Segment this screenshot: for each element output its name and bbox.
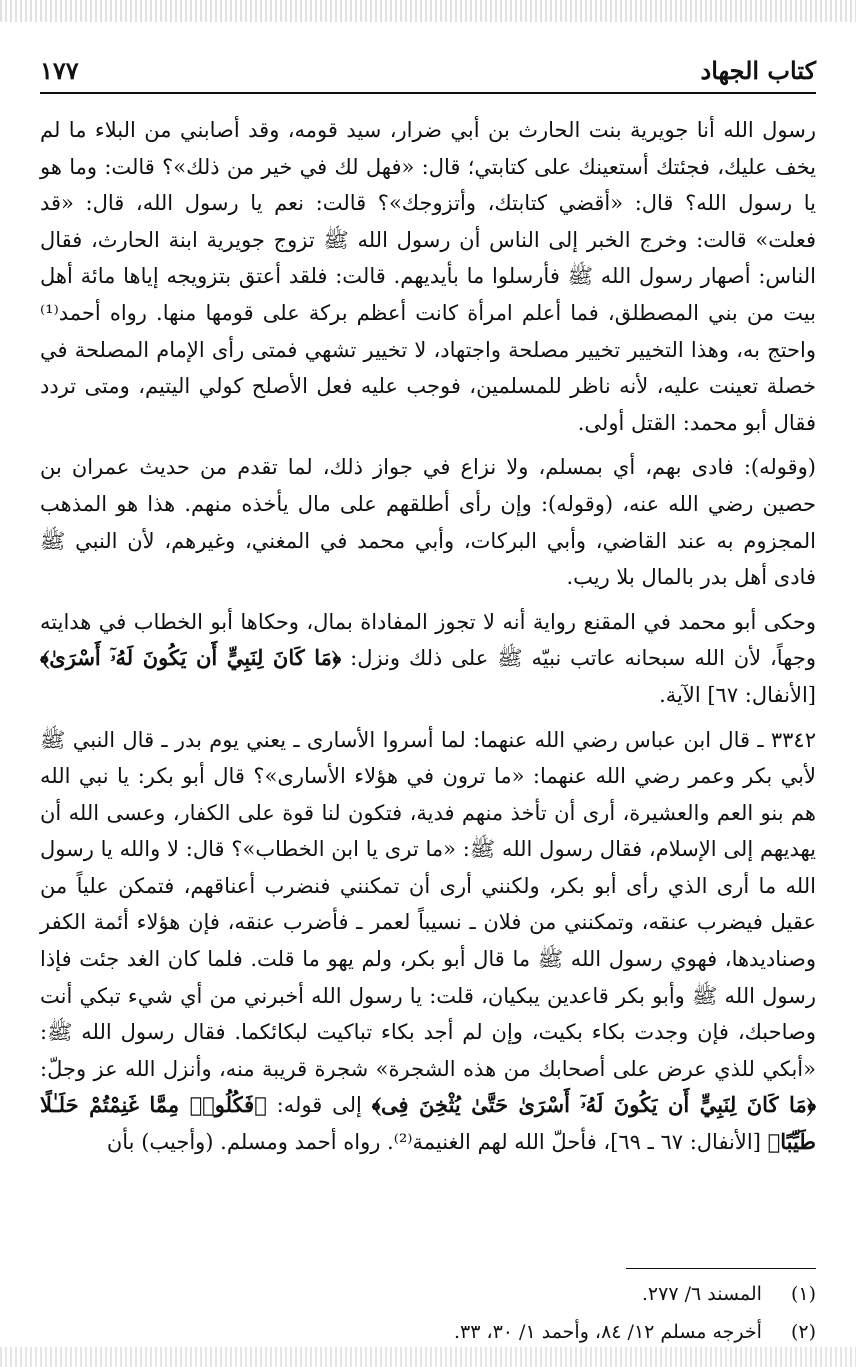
page-header xyxy=(40,52,816,94)
top-page-border xyxy=(0,0,856,22)
footnote xyxy=(40,1275,816,1313)
footnote xyxy=(40,1313,816,1351)
footnote-number: (١) xyxy=(790,1283,816,1305)
quran-verse: ﴿مَا كَانَ لِنَبِيٍّ أَن يَكُونَ لَهُۥٓ أَسْرَىٰ﴾ xyxy=(40,645,342,671)
quran-verse: ﴿مَا كَانَ لِنَبِيٍّ أَن يَكُونَ لَهُۥٓ أَسْرَىٰ حَتَّىٰ يُثْخِنَ فِى﴾ xyxy=(371,1092,816,1118)
paragraph xyxy=(40,604,816,714)
page-number: ١٧٧ xyxy=(40,56,79,85)
verse-reference: [الأنفال: ٦٧] الآية. xyxy=(659,682,816,707)
footnote-divider xyxy=(626,1268,816,1269)
paragraph-text: إلى قوله: xyxy=(276,1093,362,1118)
paragraph-text: [الأنفال: ٦٧ ـ ٦٩]، فأحلّ الله لهم الغنيمة⁽²⁾. رواه أحمد ومسلم. (وأجيب) بأن xyxy=(106,1130,761,1155)
paragraph-text: وحكى أبو محمد في المقنع رواية أنه لا تجوز المفاداة بمال، وحكاها أبو الخطاب في هدايته وجهاً، لأن الله سبحانه عاتب نبيّه ﷺ على ذلك ونزل: xyxy=(40,609,816,671)
hadith-text: ٣٣٤٢ ـ قال ابن عباس رضي الله عنهما: لما أسروا الأسارى ـ يعني يوم بدر ـ قال النبي ﷺ لأبي بكر وعمر رضي الله عنهما: «ما ترون في هؤلاء الأسارى»؟ قال أبو بكر: يا نبي الله هم بنو العم والعشيرة، أرى أن تأخذ منهم فدية، فتكون لنا قوة على الكفار، وعسى الله أن يهديهم إلى الإسلام، فقال رسول الله ﷺ: «ما ترى يا ابن الخطاب»؟ قال: لا والله يا رسول الله ما أرى الذي رأى أبو بكر، ولكنني أرى أن تمكنني فنضرب أعناقهم، فتمكن علياً من عقيل فيضرب عنقه، وتمكنني من فلان ـ نسيباً لعمر ـ فأضرب عنقه، فإن هؤلاء أئمة الكفر وصناديدها، فهوي رسول الله ﷺ ما قال أبو بكر، ولم يهو ما قلت. فلما كان الغد جئت فإذا رسول الله ﷺ وأبو بكر قاعدين يبكيان، قلت: يا رسول الله أخبرني من أي شيء تبكي أنت وصاحبك، فإن وجدت بكاء بكيت، وإن لم أجد بكاء تباكيت لبكائكما. فقال رسول الله ﷺ: «أبكي للذي عرض على أصحابك من هذه الشجرة» شجرة قريبة منه، وأنزل الله عز وجلّ: xyxy=(40,727,816,1081)
footnote-text: المسند ٦/ ٢٧٧. xyxy=(641,1283,762,1305)
footnotes xyxy=(40,1268,816,1351)
footnote-number: (٢) xyxy=(790,1321,816,1343)
bottom-page-border xyxy=(0,1347,856,1367)
paragraph: رسول الله أنا جويرية بنت الحارث بن أبي ضرار، سيد قومه، وقد أصابني من البلاء ما لم يخف عليك، فجئتك أستعينك على كتابتي؛ قال: «فهل لك في خير من ذلك»؟ قالت: وما هو يا رسول الله؟ قال: «أقضي كتابتك، وأتزوجك»؟ قالت: نعم يا رسول الله، قال: «قد فعلت» قالت: وخرج الخبر إلى الناس أن رسول الله ﷺ تزوج جويرية ابنة الحارث، فقال الناس: أصهار رسول الله ﷺ فأرسلوا ما بأيديهم. قالت: فلقد أعتق بتزويجه إياها مائة أهل بيت من بني المصطلق، فما أعلم امرأة كانت أعظم بركة على قومها منها. رواه أحمد⁽¹⁾ واحتج به، وهذا التخيير تخيير مصلحة واجتهاد، لا تخيير تشهي فمتى رأى الإمام المصلحة في خصلة تعينت عليه، لأنه ناظر للمسلمين، فوجب عليه فعل الأصلح كولي اليتيم، ومتى تردد فقال أبو محمد: القتل أولى. xyxy=(40,118,816,435)
quran-verse: ﴿فَكُلُوا۟ مِمَّا غَنِمْتُمْ حَلَـٰلًا طَيِّبًا﴾ xyxy=(40,1092,816,1155)
paragraph: (وقوله): فادى بهم، أي بمسلم، ولا نزاع في جواز ذلك، لما تقدم من حديث عمران بن حصين رضي الله عنه، (وقوله): وإن رأى أطلقهم على مال يأخذه منهم. هذا هو المذهب المجزوم به عند القاضي، وأبي البركات، وأبي محمد في المغني، وغيرهم، لأن النبي ﷺ فادى أهل بدر بالمال بلا ريب. xyxy=(40,455,816,590)
main-text xyxy=(40,112,816,1169)
paragraph xyxy=(40,722,816,1161)
footnote-text: أخرجه مسلم ١٢/ ٨٤، وأحمد ١/ ٣٠، ٣٣. xyxy=(453,1321,762,1343)
running-title: كتاب الجهاد xyxy=(700,56,816,85)
